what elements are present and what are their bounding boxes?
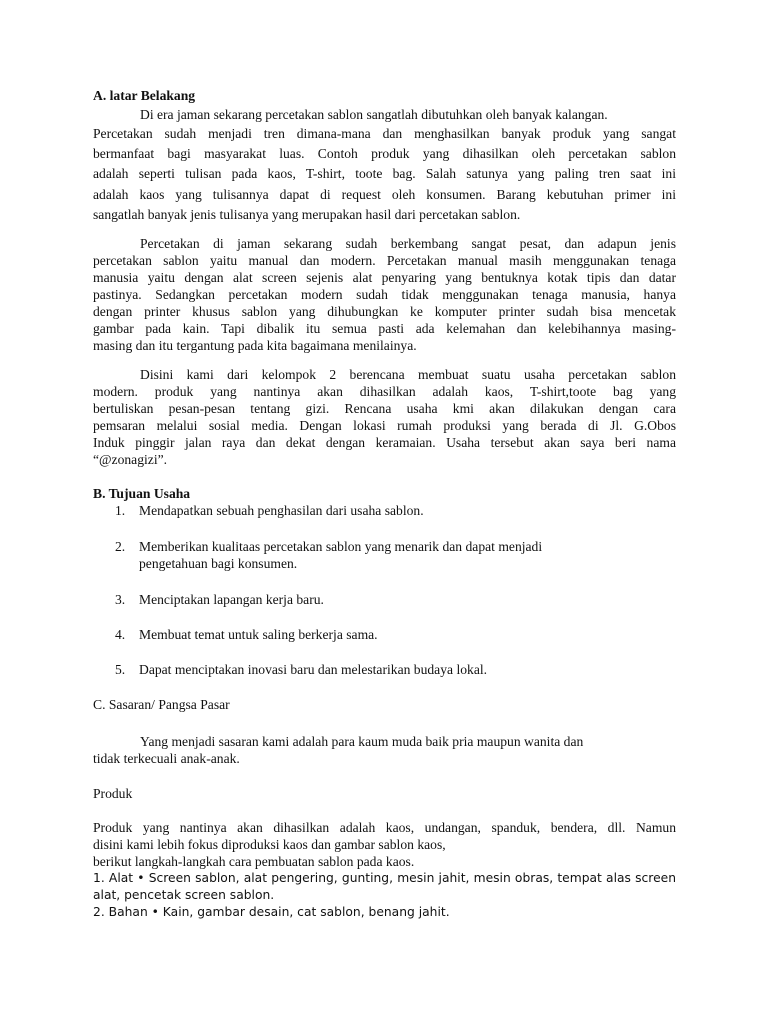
paragraph-line: pastinya. Sedangkan percetakan modern sudah tidak menggunakan tenaga manusia, hanya [93,287,676,302]
paragraph-line: modern. produk yang nantinya akan dihasilkan adalah kaos, T-shirt,toote bag yang [93,384,676,399]
list-number: 5. [115,662,126,677]
step-line: 1. Alat • Screen sablon, alat pengering, gunting, mesin jahit, mesin obras, tempat alas screen [93,871,676,885]
paragraph-line: Induk pinggir jalan raya dan dekat dengan keramaian. Usaha tersebut akan saya beri nama [93,435,676,450]
paragraph-line: tidak terkecuali anak-anak. [93,751,240,766]
list-item-text: pengetahuan bagi konsumen. [139,556,298,571]
list-item-text: Mendapatkan sebuah penghasilan dari usaha sablon. [139,503,424,518]
paragraph-line: gambar pada kain. Tapi dibalik itu semua pasti ada kelemahan dan kelebihannya masing- [93,321,676,336]
heading-tujuan-usaha: B. Tujuan Usaha [93,486,191,501]
heading-produk: Produk [93,786,133,801]
list-number: 2. [115,539,126,554]
paragraph-line: Produk yang nantinya akan dihasilkan adalah kaos, undangan, spanduk, bendera, dll. Namun [93,820,676,835]
list-item-text: Dapat menciptakan inovasi baru dan melestarikan budaya lokal. [139,662,488,677]
heading-latar-belakang: A. latar Belakang [93,88,196,103]
list-item-text: Menciptakan lapangan kerja baru. [139,592,324,607]
paragraph-line: bermanfaat bagi masyarakat luas. Contoh produk yang dihasilkan oleh percetakan sablon [93,146,676,161]
paragraph-line: percetakan sablon yaitu manual dan modern. Percetakan manual masih menggunakan tenaga [93,253,676,268]
paragraph-line: Yang menjadi sasaran kami adalah para kaum muda baik pria maupun wanita dan [140,734,584,749]
paragraph-line: Percetakan di jaman sekarang sudah berkembang sangat pesat, dan adapun jenis [140,236,676,251]
heading-sasaran: C. Sasaran/ Pangsa Pasar [93,697,230,712]
paragraph-line: dengan printer khusus sablon yang dihubungkan ke komputer printer sudah bisa mencetak [93,304,676,319]
list-item-text: Memberikan kualitaas percetakan sablon yang menarik dan dapat menjadi [139,539,543,554]
list-number: 4. [115,627,126,642]
paragraph-line: disini kami lebih fokus diproduksi kaos dan gambar sablon kaos, [93,837,446,852]
paragraph-line: adalah seperti tulisan pada kaos, T-shirt, toote bag. Salah satunya yang paling tren saat ini [93,166,676,181]
list-number: 1. [115,503,126,518]
step-line: 2. Bahan • Kain, gambar desain, cat sablon, benang jahit. [93,905,450,919]
paragraph-line: bertuliskan pesan-pesan tentang gizi. Rencana usaha kmi akan dilakukan dengan cara [93,401,676,416]
paragraph-line: adalah kaos yang tulisannya dapat di request oleh konsumen. Barang kebutuhan primer ini [93,187,676,202]
list-item-text: Membuat temat untuk saling berkerja sama. [139,627,378,642]
paragraph-line: berikut langkah-langkah cara pembuatan sablon pada kaos. [93,854,415,869]
step-line: alat, pencetak screen sablon. [93,888,275,902]
paragraph-line: Disini kami dari kelompok 2 berencana membuat suatu usaha percetakan sablon [140,367,676,382]
paragraph-line: masing dan itu tergantung pada kita bagaimana menilainya. [93,338,417,353]
list-number: 3. [115,592,126,607]
paragraph-line: pemsaran melalui sosial media. Dengan lokasi rumah produksi yang berada di Jl. G.Obos [93,418,676,433]
paragraph-line: manusia yaitu dengan alat screen sejenis alat penyaring yang bentuknya kotak tipis dan datar [93,270,676,285]
paragraph-line: Di era jaman sekarang percetakan sablon sangatlah dibutuhkan oleh banyak kalangan. [140,107,608,122]
paragraph-line: sangatlah banyak jenis tulisanya yang merupakan hasil dari percetakan sablon. [93,207,521,222]
paragraph-line: Percetakan sudah menjadi tren dimana-mana dan menghasilkan banyak produk yang sangat [93,126,676,141]
brand-name-line: “@zonagizi”. [93,452,168,467]
